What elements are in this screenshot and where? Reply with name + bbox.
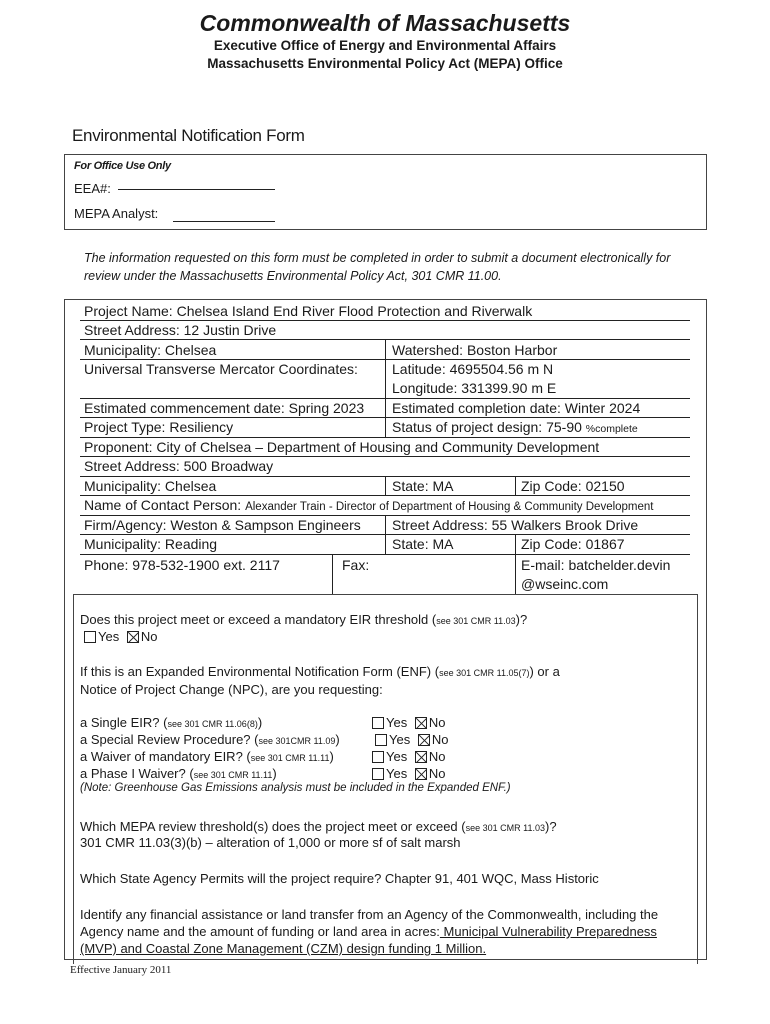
design-status: Status of project design: 75-90 %complete (392, 419, 638, 435)
phase1-question: a Phase I Waiver? (see 301 CMR 11.11) (80, 766, 277, 781)
project-watershed: Watershed: Boston Harbor (392, 342, 558, 358)
special-review-question: a Special Review Procedure? (see 301CMR 11.09) (80, 732, 340, 747)
threshold-question: Which MEPA review threshold(s) does the project meet or exceed (see 301 CMR 11.03)? (80, 819, 557, 834)
project-name: Project Name: Chelsea Island End River Flood Protection and Riverwalk (84, 303, 533, 319)
special-review-answer: Yes No (375, 731, 448, 748)
column-divider (385, 515, 386, 555)
intro-text: The information requested on this form must be completed in order to submit a document electronically for review under the Massachusetts Environmental Policy Act, 301 CMR 11.00. (84, 251, 671, 283)
proponent-state: State: MA (392, 478, 454, 494)
single-eir-no-checkbox[interactable] (415, 717, 427, 729)
financial-line1: Identify any financial assistance or land transfer from an Agency of the Commonwealth, including the (80, 907, 659, 922)
fax: Fax: (342, 557, 370, 573)
proponent-municipality: Municipality: Chelsea (84, 478, 217, 494)
firm-street: Street Address: 55 Walkers Brook Drive (392, 517, 639, 533)
waiver-question: a Waiver of mandatory EIR? (see 301 CMR 11.11) (80, 749, 334, 764)
single-eir-question: a Single EIR? (see 301 CMR 11.06(8)) (80, 715, 263, 730)
office-subtitle: Massachusetts Environmental Policy Act (MEPA) Office (207, 56, 563, 71)
eir-no-checkbox[interactable] (127, 631, 139, 643)
mepa-analyst-label: MEPA Analyst: (74, 206, 159, 221)
page-title: Commonwealth of Massachusetts (199, 10, 571, 36)
project-street: Street Address: 12 Justin Drive (84, 322, 277, 338)
utm-label: Universal Transverse Mercator Coordinates: (84, 361, 358, 377)
financial-line3: (MVP) and Coastal Zone Management (CZM) design funding 1 Million. (80, 941, 487, 956)
phase1-yes-checkbox[interactable] (372, 768, 384, 780)
proponent-zip: Zip Code: 02150 (521, 478, 625, 494)
email-line2: @wseinc.com (521, 576, 609, 592)
eea-field[interactable] (118, 189, 275, 190)
eir-yes-checkbox[interactable] (84, 631, 96, 643)
firm-municipality: Municipality: Reading (84, 536, 218, 552)
column-divider (385, 340, 386, 438)
proponent-street: Street Address: 500 Broadway (84, 458, 274, 474)
permits-question: Which State Agency Permits will the project require? Chapter 91, 401 WQC, Mass Historic (80, 871, 599, 886)
firm-agency: Firm/Agency: Weston & Sampson Engineers (84, 517, 361, 533)
email-line1: E-mail: batchelder.devin (521, 557, 671, 573)
column-divider (515, 476, 516, 496)
column-divider (385, 476, 386, 496)
project-type: Project Type: Resiliency (84, 419, 234, 435)
project-municipality: Municipality: Chelsea (84, 342, 217, 358)
contact-person: Name of Contact Person: Alexander Train - Director of Department of Housing & Community Development (84, 497, 654, 513)
mepa-analyst-field[interactable] (173, 221, 275, 222)
waiver-yes-checkbox[interactable] (372, 751, 384, 763)
phone: Phone: 978-532-1900 ext. 2117 (84, 557, 280, 573)
threshold-answer: 301 CMR 11.03(3)(b) – alteration of 1,000 or more sf of salt marsh (80, 835, 461, 850)
phase1-answer: Yes No (372, 765, 445, 782)
special-review-no-checkbox[interactable] (418, 734, 430, 746)
commencement-date: Estimated commencement date: Spring 2023 (84, 400, 365, 416)
single-eir-yes-checkbox[interactable] (372, 717, 384, 729)
completion-date: Estimated completion date: Winter 2024 (392, 400, 641, 416)
financial-line2: Agency name and the amount of funding or land area in acres: Municipal Vulnerability Preparedness (80, 924, 657, 939)
waiver-no-checkbox[interactable] (415, 751, 427, 763)
firm-state: State: MA (392, 536, 454, 552)
longitude: Longitude: 331399.90 m E (392, 380, 557, 396)
single-eir-answer: Yes No (372, 714, 445, 731)
column-divider (332, 555, 333, 594)
form-title: Environmental Notification Form (72, 126, 305, 145)
eea-label: EEA#: (74, 181, 111, 196)
firm-zip: Zip Code: 01867 (521, 536, 625, 552)
footer-effective-date: Effective January 2011 (70, 964, 172, 976)
enf-question-line2: Notice of Project Change (NPC), are you requesting: (80, 682, 383, 697)
ghg-note: (Note: Greenhouse Gas Emissions analysis must be included in the Expanded ENF.) (80, 782, 511, 794)
office-use-heading: For Office Use Only (74, 160, 171, 172)
phase1-no-checkbox[interactable] (415, 768, 427, 780)
eir-answer: Yes No (84, 628, 157, 645)
eir-question: Does this project meet or exceed a mandatory EIR threshold (see 301 CMR 11.03)? (80, 612, 528, 627)
latitude: Latitude: 4695504.56 m N (392, 361, 554, 377)
waiver-answer: Yes No (372, 748, 445, 765)
proponent-name: Proponent: City of Chelsea – Department of Housing and Community Development (84, 439, 600, 455)
column-divider (515, 535, 516, 594)
special-review-yes-checkbox[interactable] (375, 734, 387, 746)
enf-question-line1: If this is an Expanded Environmental Notification Form (ENF) (see 301 CMR 11.05(7)) or a (80, 664, 560, 679)
agency-subtitle: Executive Office of Energy and Environmental Affairs (213, 38, 557, 53)
